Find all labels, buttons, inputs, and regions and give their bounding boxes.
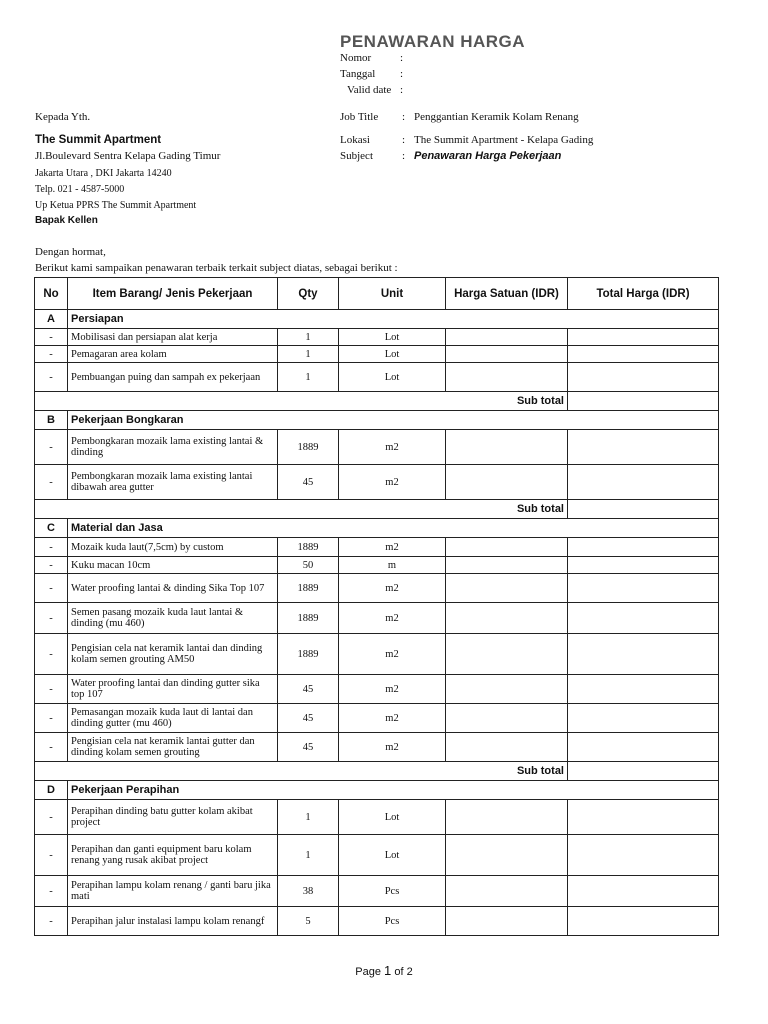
item-description: Pembuangan puing dan sampah ex pekerjaan <box>68 363 278 392</box>
item-qty: 1889 <box>278 538 339 557</box>
job-title-value: Penggantian Keramik Kolam Renang <box>414 111 579 123</box>
item-description: Pembongkaran mozaik lama existing lantai & dinding <box>68 430 278 465</box>
item-unit-price <box>446 465 568 500</box>
subject-value: Penawaran Harga Pekerjaan <box>414 150 562 162</box>
section-code: D <box>35 781 68 800</box>
item-total-price <box>568 800 719 835</box>
subtotal-label: Sub total <box>35 500 568 519</box>
item-unit-price <box>446 733 568 762</box>
col-header-unit-price: Harga Satuan (IDR) <box>446 278 568 310</box>
item-total-price <box>568 538 719 557</box>
item-qty: 38 <box>278 876 339 907</box>
item-unit-price <box>446 800 568 835</box>
item-description: Water proofing lantai & dinding Sika Top 107 <box>68 574 278 603</box>
item-unit-price <box>446 704 568 733</box>
quotation-table-body <box>35 310 719 936</box>
item-total-price <box>568 634 719 675</box>
section-row <box>35 781 719 800</box>
item-qty: 1889 <box>278 574 339 603</box>
item-unit-price <box>446 329 568 346</box>
item-total-price <box>568 430 719 465</box>
item-unit: m2 <box>339 465 446 500</box>
item-unit: Lot <box>339 363 446 392</box>
item-total-price <box>568 603 719 634</box>
item-unit-price <box>446 675 568 704</box>
item-unit-price <box>446 574 568 603</box>
item-unit: m2 <box>339 430 446 465</box>
salutation: Dengan hormat, <box>35 246 106 258</box>
subtotal-value <box>568 762 719 781</box>
table-row <box>35 675 719 704</box>
item-unit-price <box>446 538 568 557</box>
subtotal-row <box>35 392 719 411</box>
item-no: - <box>35 835 68 876</box>
item-total-price <box>568 907 719 936</box>
col-header-total-price: Total Harga (IDR) <box>568 278 719 310</box>
item-qty: 1 <box>278 835 339 876</box>
lokasi-colon: : <box>402 134 406 146</box>
greeting-to: Kepada Yth. <box>35 111 91 123</box>
subtotal-row <box>35 762 719 781</box>
table-row <box>35 634 719 675</box>
item-description: Mozaik kuda laut(7,5cm) by custom <box>68 538 278 557</box>
job-title-colon: : <box>402 111 406 123</box>
item-description: Water proofing lantai dan dinding gutter sika top 107 <box>68 675 278 704</box>
item-unit: m2 <box>339 603 446 634</box>
quotation-table <box>34 277 719 936</box>
valid-date-colon: : <box>400 84 404 96</box>
item-unit-price <box>446 346 568 363</box>
item-no: - <box>35 557 68 574</box>
item-description: Pengisian cela nat keramik lantai gutter dan dinding kolam semen grouting <box>68 733 278 762</box>
subtotal-value <box>568 500 719 519</box>
item-qty: 45 <box>278 704 339 733</box>
item-qty: 45 <box>278 733 339 762</box>
section-row <box>35 310 719 329</box>
item-unit: Pcs <box>339 907 446 936</box>
item-unit: m2 <box>339 704 446 733</box>
section-title: Material dan Jasa <box>68 519 719 538</box>
item-total-price <box>568 733 719 762</box>
job-title-label: Job Title <box>340 111 379 123</box>
item-unit: Lot <box>339 329 446 346</box>
item-qty: 1 <box>278 800 339 835</box>
subject-label: Subject <box>340 150 373 162</box>
item-no: - <box>35 363 68 392</box>
table-row <box>35 363 719 392</box>
item-no: - <box>35 634 68 675</box>
nomor-label: Nomor <box>340 52 372 64</box>
table-row <box>35 538 719 557</box>
item-no: - <box>35 346 68 363</box>
item-description: Pemasangan mozaik kuda laut di lantai dan dinding gutter (mu 460) <box>68 704 278 733</box>
item-unit-price <box>446 603 568 634</box>
item-no: - <box>35 603 68 634</box>
item-unit-price <box>446 907 568 936</box>
table-row <box>35 733 719 762</box>
item-unit-price <box>446 876 568 907</box>
item-total-price <box>568 329 719 346</box>
recipient-phone: Telp. 021 - 4587-5000 <box>35 184 125 195</box>
item-total-price <box>568 675 719 704</box>
item-description: Perapihan dan ganti equipment baru kolam renang yang rusak akibat project <box>68 835 278 876</box>
table-row <box>35 430 719 465</box>
item-qty: 1 <box>278 329 339 346</box>
item-qty: 1 <box>278 346 339 363</box>
item-description: Pemagaran area kolam <box>68 346 278 363</box>
item-unit: Pcs <box>339 876 446 907</box>
tanggal-label: Tanggal <box>340 68 376 80</box>
section-title: Pekerjaan Bongkaran <box>68 411 719 430</box>
item-unit: Lot <box>339 346 446 363</box>
item-unit: m <box>339 557 446 574</box>
item-qty: 1889 <box>278 603 339 634</box>
item-description: Perapihan dinding batu gutter kolam akibat project <box>68 800 278 835</box>
item-total-price <box>568 465 719 500</box>
nomor-colon: : <box>400 52 404 64</box>
item-total-price <box>568 876 719 907</box>
table-row <box>35 835 719 876</box>
table-row <box>35 557 719 574</box>
recipient-address2: Jakarta Utara , DKI Jakarta 14240 <box>35 168 172 179</box>
item-description: Kuku macan 10cm <box>68 557 278 574</box>
item-no: - <box>35 574 68 603</box>
item-description: Semen pasang mozaik kuda laut lantai & dinding (mu 460) <box>68 603 278 634</box>
page-footer <box>0 963 768 978</box>
table-row <box>35 907 719 936</box>
item-no: - <box>35 430 68 465</box>
section-code: A <box>35 310 68 329</box>
subject-colon: : <box>402 150 406 162</box>
item-description: Perapihan lampu kolam renang / ganti baru jika mati <box>68 876 278 907</box>
table-header-row <box>35 278 719 310</box>
item-unit-price <box>446 363 568 392</box>
subtotal-row <box>35 500 719 519</box>
col-header-unit: Unit <box>339 278 446 310</box>
recipient-attn: Up Ketua PPRS The Summit Apartment <box>35 200 197 211</box>
item-unit: m2 <box>339 634 446 675</box>
item-unit-price <box>446 835 568 876</box>
col-header-qty: Qty <box>278 278 339 310</box>
table-row <box>35 574 719 603</box>
subtotal-value <box>568 392 719 411</box>
col-header-item: Item Barang/ Jenis Pekerjaan <box>68 278 278 310</box>
page-footer-suffix: of 2 <box>391 966 413 978</box>
item-description: Mobilisasi dan persiapan alat kerja <box>68 329 278 346</box>
item-total-price <box>568 835 719 876</box>
table-row <box>35 465 719 500</box>
table-row <box>35 346 719 363</box>
recipient-company: The Summit Apartment <box>35 134 162 146</box>
item-unit: m2 <box>339 675 446 704</box>
table-row <box>35 329 719 346</box>
subtotal-label: Sub total <box>35 392 568 411</box>
valid-date-label: Valid date <box>347 84 392 96</box>
item-total-price <box>568 574 719 603</box>
document-title: PENAWARAN HARGA <box>340 32 526 51</box>
section-row <box>35 519 719 538</box>
section-row <box>35 411 719 430</box>
item-unit-price <box>446 430 568 465</box>
item-description: Perapihan jalur instalasi lampu kolam renangf <box>68 907 278 936</box>
item-qty: 5 <box>278 907 339 936</box>
item-total-price <box>568 346 719 363</box>
recipient-address1: Jl.Boulevard Sentra Kelapa Gading Timur <box>35 150 221 162</box>
item-description: Pembongkaran mozaik lama existing lantai dibawah area gutter <box>68 465 278 500</box>
item-unit: Lot <box>339 835 446 876</box>
subtotal-label: Sub total <box>35 762 568 781</box>
item-no: - <box>35 800 68 835</box>
table-row <box>35 603 719 634</box>
section-title: Persiapan <box>68 310 719 329</box>
recipient-contact: Bapak Kellen <box>35 215 98 226</box>
tanggal-colon: : <box>400 68 404 80</box>
item-qty: 1889 <box>278 430 339 465</box>
item-unit: m2 <box>339 574 446 603</box>
item-no: - <box>35 538 68 557</box>
item-no: - <box>35 876 68 907</box>
item-qty: 50 <box>278 557 339 574</box>
item-no: - <box>35 329 68 346</box>
table-row <box>35 704 719 733</box>
item-total-price <box>568 363 719 392</box>
page-footer-prefix: Page <box>355 966 385 978</box>
item-unit: m2 <box>339 538 446 557</box>
item-qty: 45 <box>278 465 339 500</box>
item-no: - <box>35 704 68 733</box>
section-code: C <box>35 519 68 538</box>
section-title: Pekerjaan Perapihan <box>68 781 719 800</box>
item-no: - <box>35 675 68 704</box>
item-unit: Lot <box>339 800 446 835</box>
item-qty: 45 <box>278 675 339 704</box>
intro-text: Berikut kami sampaikan penawaran terbaik terkait subject diatas, sebagai berikut : <box>35 262 398 274</box>
table-row <box>35 800 719 835</box>
item-no: - <box>35 907 68 936</box>
section-code: B <box>35 411 68 430</box>
item-qty: 1 <box>278 363 339 392</box>
item-unit: m2 <box>339 733 446 762</box>
table-row <box>35 876 719 907</box>
page-number: 1 <box>384 963 392 978</box>
item-description: Pengisian cela nat keramik lantai dan dinding kolam semen grouting AM50 <box>68 634 278 675</box>
item-unit-price <box>446 557 568 574</box>
lokasi-value: The Summit Apartment - Kelapa Gading <box>414 134 594 146</box>
item-no: - <box>35 465 68 500</box>
item-unit-price <box>446 634 568 675</box>
item-no: - <box>35 733 68 762</box>
lokasi-label: Lokasi <box>340 134 370 146</box>
item-total-price <box>568 704 719 733</box>
col-header-no: No <box>35 278 68 310</box>
item-qty: 1889 <box>278 634 339 675</box>
item-total-price <box>568 557 719 574</box>
